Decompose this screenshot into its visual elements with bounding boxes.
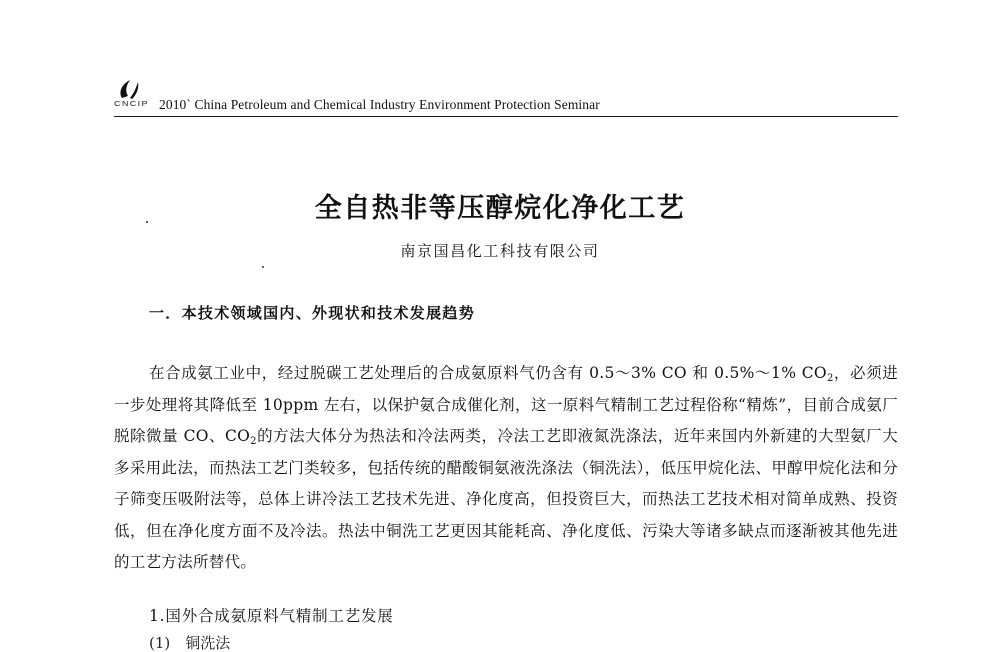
subscript: 2 bbox=[826, 373, 834, 384]
truncated-line: (1) 铜洗法 bbox=[149, 634, 231, 652]
paper-title: 全自热非等压醇烷化净化工艺 bbox=[314, 193, 686, 224]
section-heading: 一．本技术领域国内、外现状和技术发展趋势 bbox=[149, 304, 476, 322]
subscript: 2 bbox=[250, 436, 257, 447]
conference-logo-icon bbox=[116, 78, 142, 100]
paragraph-text: 的方法大体分为热法和冷法两类，冷法工艺即液氮洗涤法，近年来国内外新建的大型氨厂大多采用此法，而热法工艺门类较多，包括传统的醋酸铜氨液洗涤法（铜洗法），低压甲烷化法、甲醇甲烷化法和分子筛变压吸附法等，总体上讲冷法工艺技术先进、净化度高，但投资巨大，而热法工艺技术相对简单成熟、投资低，但在净化度方面不及冷法。热法中铜洗工艺更因其能耗高、净化度低、污染大等诸多缺点而逐渐被其他先进的工艺方法所替代。 bbox=[114, 427, 898, 571]
header-rule bbox=[114, 116, 898, 117]
logo-caption: CNCIP bbox=[114, 101, 149, 108]
running-header: 2010` China Petroleum and Chemical Industry Environment Protection Seminar bbox=[159, 97, 600, 112]
subsection-heading: 1.国外合成氨原料气精制工艺发展 bbox=[149, 607, 394, 625]
scan-speck bbox=[262, 266, 264, 268]
body-paragraph bbox=[114, 358, 898, 579]
paragraph-text: 在合成氨工业中，经过脱碳工艺处理后的合成氨原料气仍含有 0.5～3% CO 和 0.5%～1% CO bbox=[149, 364, 827, 382]
organization: 南京国昌化工科技有限公司 bbox=[400, 242, 600, 260]
paragraph-text: ，必须进一步处理将其降低至 10ppm 左右，以保护氨合成催化剂，这一原料气精制工艺过程俗称“精炼”，目前合成氨厂脱除微量 CO、CO bbox=[114, 364, 898, 445]
